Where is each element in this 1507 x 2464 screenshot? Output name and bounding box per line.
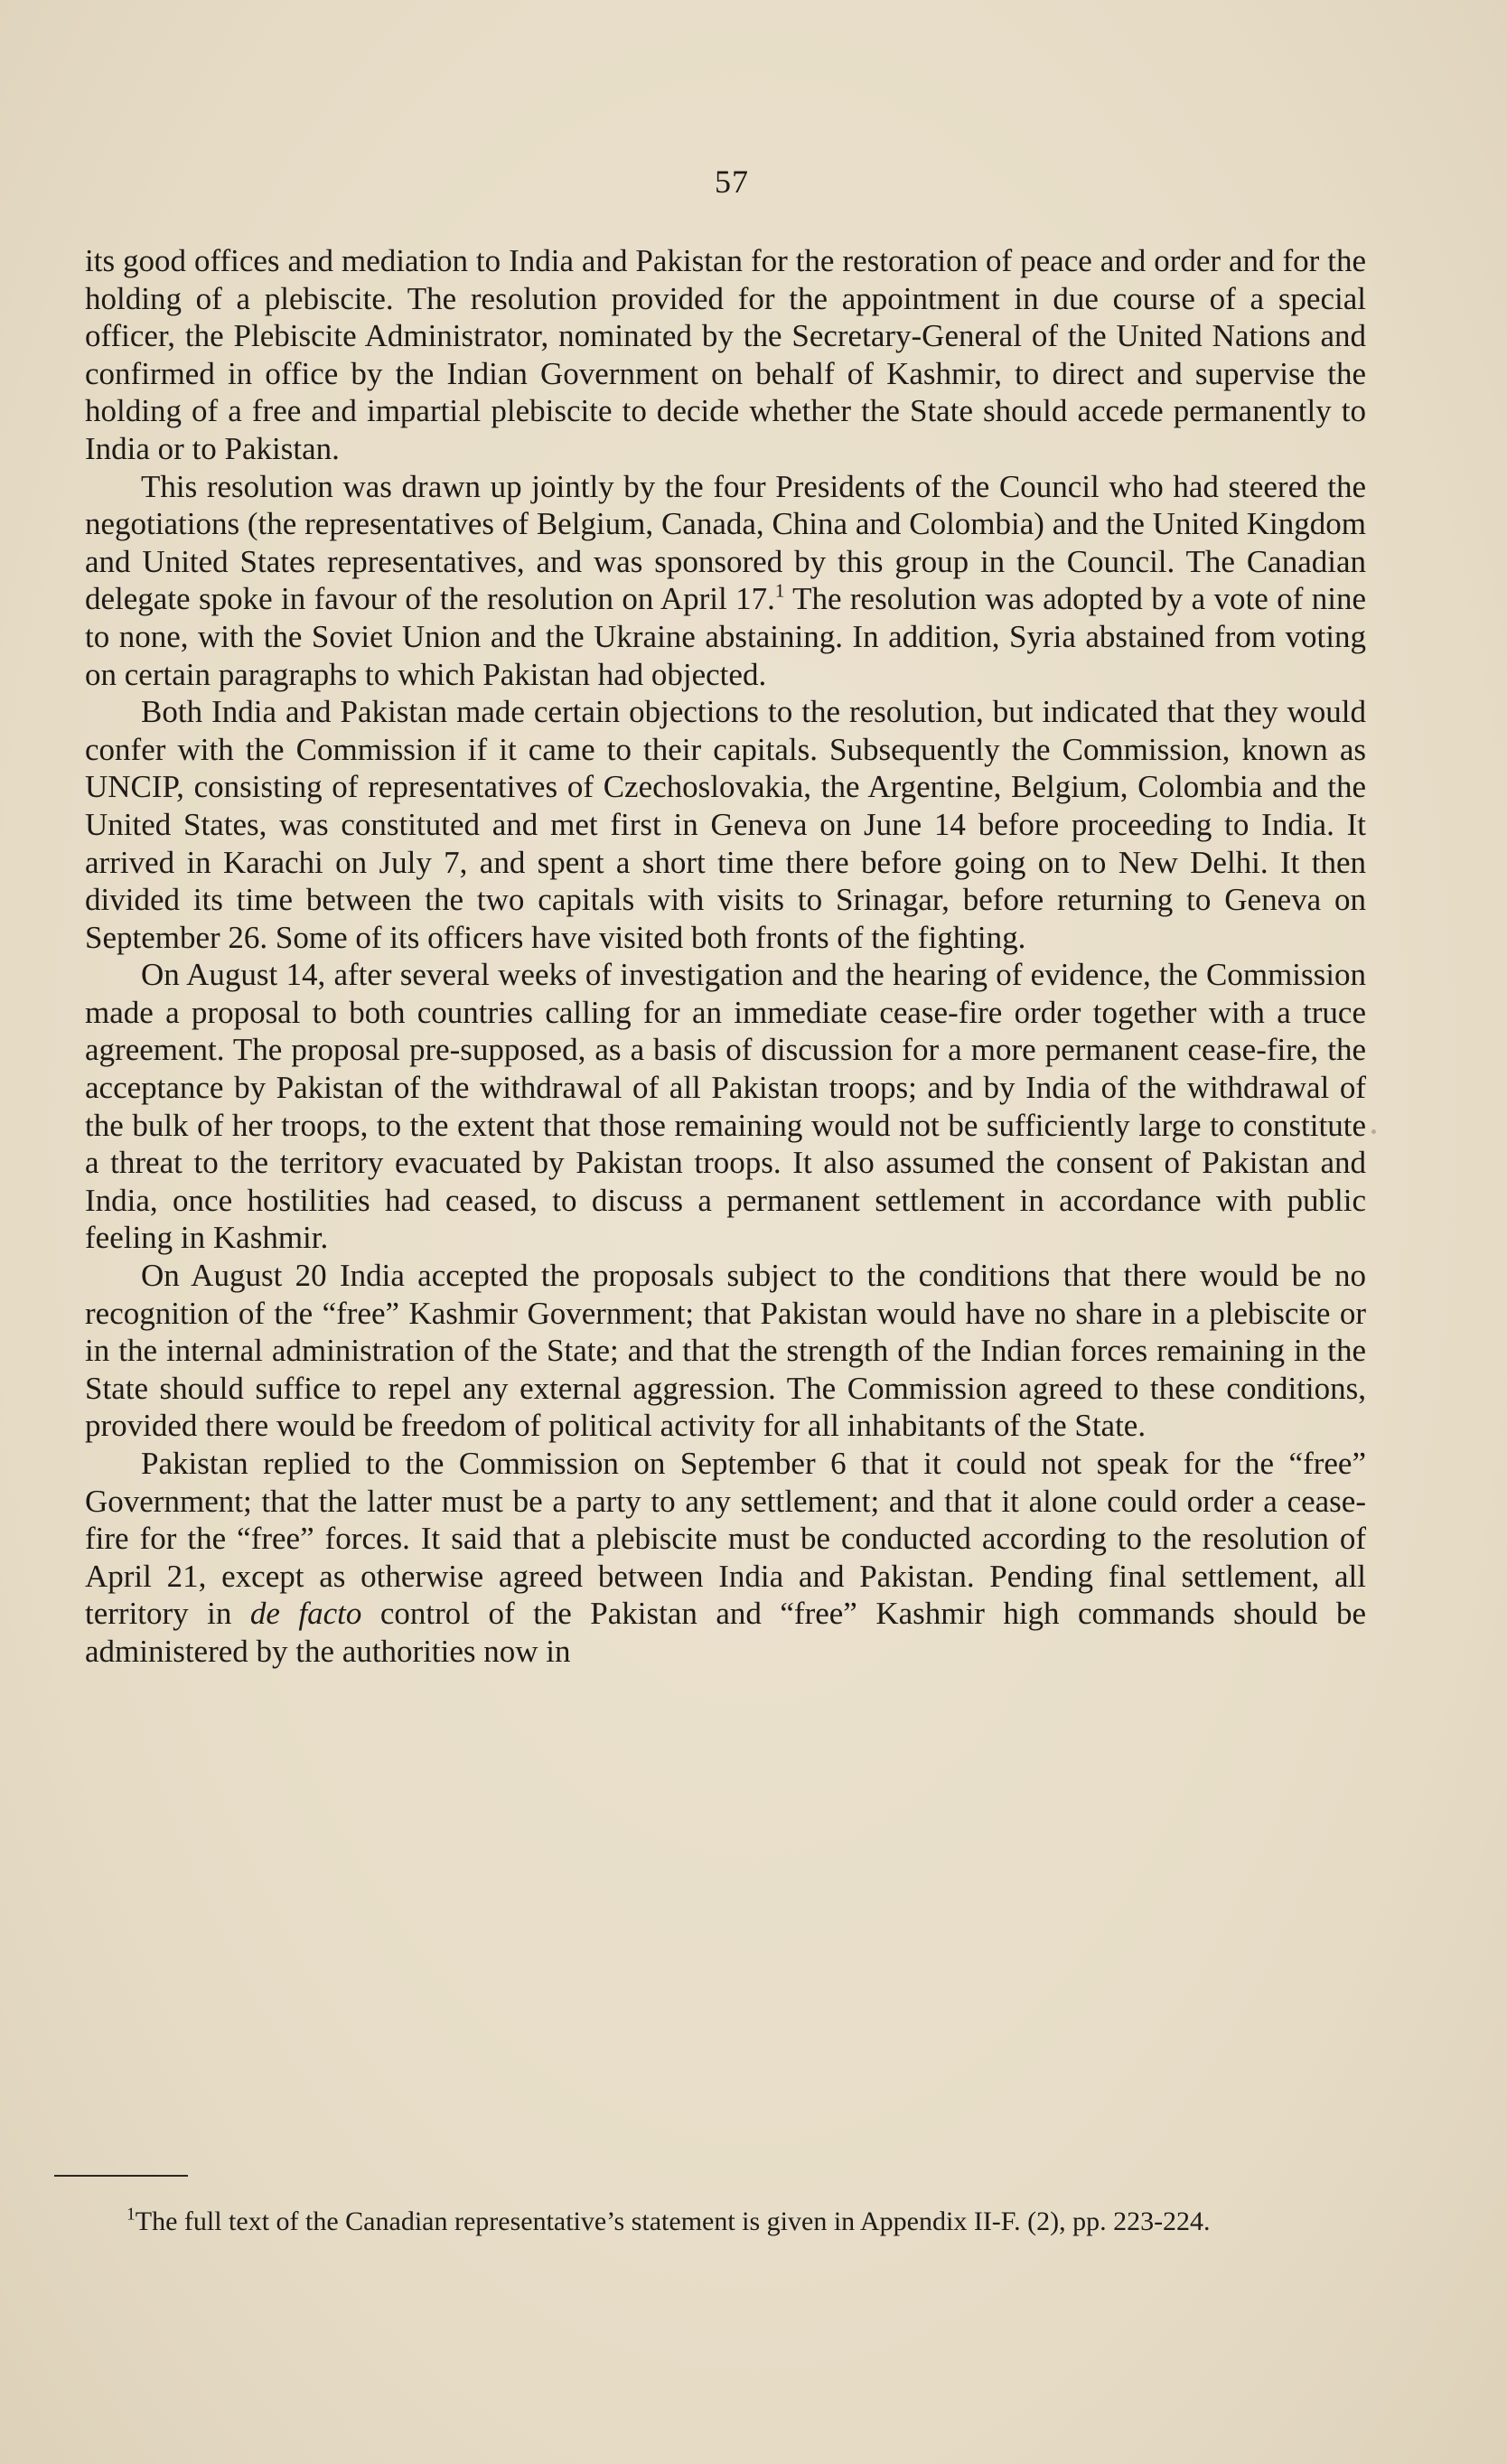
paragraph-5 xyxy=(85,1257,1366,1445)
paragraph-6-text-continued: control of the Pakistan and “free” Kashmir high commands should be administered by the authorities now in xyxy=(85,1596,1366,1669)
footnote-mark: 1 xyxy=(126,2205,136,2225)
paragraph-4-text: On August 14, after several weeks of investigation and the hearing of evidence, the Commission made a proposal to both countries calling for an immediate cease-fire order together with a truce agreement. The proposal pre-supposed, as a basis of discussion for a more permanent cease-fire, the acceptance by Pakistan of the withdrawal of all Pakistan troops; and by India of the withdrawal of the bulk of her troops, to the extent that those remaining would not be sufficiently large to constitute a threat to the territory evacuated by Pakistan troops. It also assumed the consent of Pakistan and India, once hostilities had ceased, to discuss a permanent settlement in accordance with public feeling in Kashmir. xyxy=(85,957,1366,1256)
footnote-text: The full text of the Canadian representative’s statement is given in Appendix II-F. (2), pp. 223-224. xyxy=(135,2206,1211,2236)
paragraph-2-text-continued: The resolution was adopted by a vote of nine to none, with the Soviet Union and the Ukraine abstaining. In addition, Syria abstained from voting on certain paragraphs to which Pakistan had objected. xyxy=(85,581,1366,692)
paragraph-1 xyxy=(85,242,1366,468)
italic-phrase: de facto xyxy=(249,1596,362,1632)
page-number: 57 xyxy=(715,164,749,200)
paragraph-3 xyxy=(85,693,1366,956)
paragraph-1-text: its good offices and mediation to India and Pakistan for the restoration of peace and order and for the holding of a plebiscite. The resolution provided for the appointment in due course of a special officer, the Plebiscite Administrator, nominated by the Secretary-General of the United Nations and confirmed in office by the Indian Government on behalf of Kashmir, to direct and supervise the holding of a free and impartial plebiscite to decide whether the State should accede permanently to India or to Pakistan. xyxy=(85,243,1366,466)
paragraph-4 xyxy=(85,956,1366,1257)
paper-speck xyxy=(1371,1129,1376,1134)
paragraph-2 xyxy=(85,468,1366,694)
body-text xyxy=(85,242,1366,1671)
paragraph-6-text: Pakistan replied to the Commission on September 6 that it could not speak for the “free” Government; that the latter must be a party to any settlement; and that it alone could order a cease-fire for the “free” forces. It said that a plebiscite must be conducted according to the resolution of April 21, except as otherwise agreed between India and Pakistan. Pending final settlement, all territory in xyxy=(85,1446,1366,1632)
paragraph-6 xyxy=(85,1445,1366,1671)
footnote-rule xyxy=(54,2175,188,2177)
paragraph-3-text: Both India and Pakistan made certain objections to the resolution, but indicated that they would confer with the Commission if it came to their capitals. Subsequently the Commission, known as UNCIP, consisting of representatives of Czechoslovakia, the Argentine, Belgium, Colombia and the United States, was constituted and met first in Geneva on June 14 before proceeding to India. It arrived in Karachi on July 7, and spent a short time there before going on to New Delhi. It then divided its time between the two capitals with visits to Srinagar, before returning to Geneva on September 26. Some of its officers have visited both fronts of the fighting. xyxy=(85,694,1366,955)
footnote xyxy=(85,2206,1366,2237)
footnote-reference: 1 xyxy=(774,579,785,602)
paragraph-5-text: On August 20 India accepted the proposals subject to the conditions that there would be no recognition of the “free” Kashmir Government; that Pakistan would have no share in a plebiscite or in the internal administration of the State; and that the strength of the Indian forces remaining in the State should suffice to repel any external aggression. The Commission agreed to these conditions, provided there would be freedom of political activity for all inhabitants of the State. xyxy=(85,1258,1366,1444)
paragraph-2-text: This resolution was drawn up jointly by the four Presidents of the Council who had steered the negotiations (the representatives of Belgium, Canada, China and Colombia) and the United Kingdom and United States representatives, and was sponsored by this group in the Council. The Canadian delegate spoke in favour of the resolution on April 17. xyxy=(85,468,1366,617)
